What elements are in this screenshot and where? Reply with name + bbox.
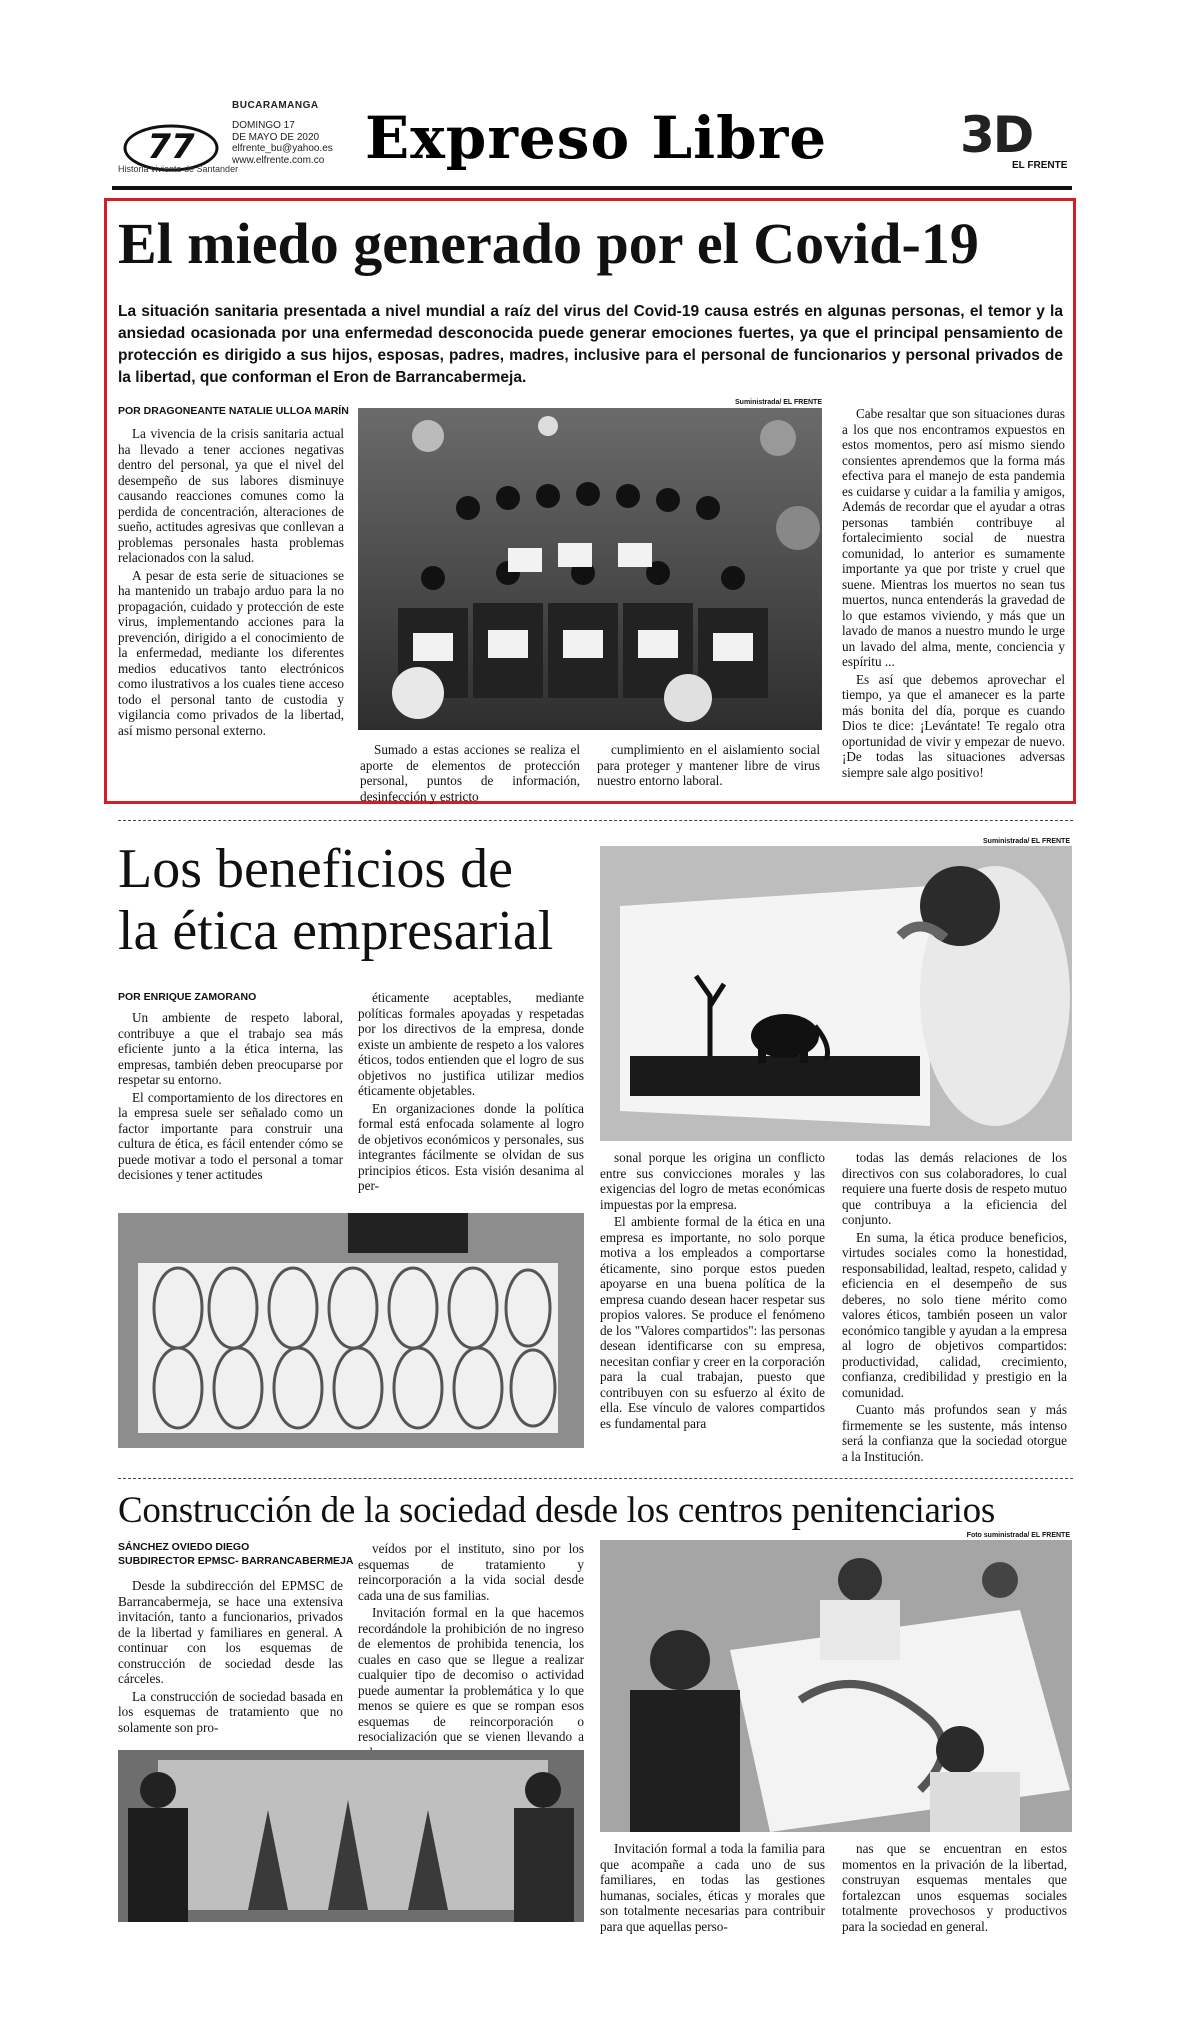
article3-author-role: SUBDIRECTOR EPMSC- BARRANCABERMEJA [118, 1555, 354, 1567]
article2-col4-paragraph-1: todas las demás relaciones de los directivos con sus colaboradores, lo cual requiere una fuerte dosis de respeto mutuo que contribuya a la eficiencia del conjunto. [842, 1150, 1067, 1227]
article3-headline: Construcción de la sociedad desde los centros penitenciarios [118, 1490, 995, 1531]
article3-column-3: Invitación formal a toda la familia para que acompañe a cada uno de sus familiares, en todas las gestiones humanas, sociales, éticas y morales que son totalmente necesarias para contribuir para que aquellas perso- [600, 1841, 825, 1934]
article3-col2-paragraph-1: veídos por el instituto, sino por los esquemas de tratamiento y reincorporación a la vida social desde cada una de sus familias. [358, 1541, 584, 1603]
masthead-email[interactable]: elfrente_bu@yahoo.es [232, 143, 333, 154]
article2-headline [118, 838, 598, 962]
article3-column-4: nas que se encuentran en estos momentos en la privación de la libertad, construyan esquemas mentales que fortalezcan unos esquemas sociales totalmente provechosos y productivos para la sociedad en general. [842, 1841, 1067, 1934]
article2-column-1 [118, 1010, 343, 1185]
article3-column-2 [358, 1541, 584, 1762]
masthead-website[interactable]: www.elfrente.com.co [232, 155, 325, 166]
article2-col1-paragraph-1: Un ambiente de respeto laboral, contribuye a que el trabajo sea más eficiente junto a la ética interna, las empresas, también deben preocuparse por respetar su entorno. [118, 1010, 343, 1087]
article2-col2-paragraph-1: éticamente aceptables, mediante políticas formales apoyadas y respetadas por los directivos de la empresa, donde existe un ambiente de respeto a los valores éticos, todos entienden que el logro de sus objetivos no justifica utilizar medios éticamente objetables. [358, 990, 584, 1098]
article2-headline-line-2: la ética empresarial [118, 900, 554, 962]
section-divider-2 [118, 1478, 1073, 1479]
mural-painting-photo [600, 846, 1072, 1141]
article1-col1-paragraph-2: A pesar de esta serie de situaciones se ha mantenido un trabajo arduo para la no propagación, cuidado y protección de este virus, implementando acciones para la prevención, dirigido a el conocimiento de la enfermedad, mediante los diferentes medios educativos tanto electrónicos como ilustrativos a los cuales tiene acceso todo el personal tanto de custodia y vigilancia como privados de la libertad, así mismo personal externo. [118, 567, 344, 738]
article1-photo-credit: Suministrada/ EL FRENTE [735, 399, 822, 406]
article2-col3-paragraph-2: El ambiente formal de la ética en una empresa es importante, no solo porque motiva a los empleados a comportarse éticamente, sino porque estos pueden apoyarse en una buena política de la empresa cuando desean hacer respetar sus propios valores. Se produce el fenómeno de los "Valores compartidos": las personas desean identificarse con su empresa, necesitan confiar y creer en la corporación para la cual trabajan, puesto que contribuyen con su esfuerzo al éxito de ella. Ese vínculo de valores compartidos es fundamental para [600, 1214, 825, 1431]
sandals-photo [118, 1213, 584, 1448]
newspaper-name: EL FRENTE [1012, 160, 1068, 171]
article1-col4-paragraph-2: Es así que debemos aprovechar el tiempo, ya que el amanecer es la parte más bonita del día, porque es cuando Dios te dice: ¡Levántate! Te regalo otra oportunidad de vivir y empezar de nuevo. ¡De todas las situaciones adversas siempre sale algo positivo! [842, 671, 1065, 780]
article2-column-3 [600, 1150, 825, 1433]
masthead-date [232, 120, 332, 144]
article1-byline: POR DRAGONEANTE NATALIE ULLOA MARÍN [118, 405, 349, 417]
article3-photo-credit: Foto suministrada/ EL FRENTE [966, 1532, 1070, 1539]
article1-column-2: Sumado a estas acciones se realiza el aporte de elementos de protección personal, puntos de información, desinfección y estricto [360, 742, 580, 804]
article2-headline-line-1: Los beneficios de [118, 838, 513, 900]
article1-col4-paragraph-1: Cabe resaltar que son situaciones duras a los que nos encontramos expuestos en estos momentos, pero así mismo siendo consientes aprendemos que la forma más efectiva para el manejo de esta pandemia es cuidarse y cuidar a la familia y amigos, Además de recordar que el ayudar a otras personas también contribuye al fortalecimiento social de nuestra comunidad, lo anterior es sumamente importante ya que por triste y cruel que suene. Mientras los muertos no sean tus muertos, nunca entenderás la gravedad de lo que estamos viviendo, y más que un lavado de manos a nuestro mundo le urge un lavado del alma, mente, conciencia y espíritu ... [842, 406, 1065, 669]
mural-group-photo [118, 1750, 584, 1922]
article2-col2-paragraph-2: En organizaciones donde la política formal está enfocada solamente al logro de objetivos económicos y personales, sus integrantes fácilmente se olvidan de sus principios éticos. Esta visión desanima al per- [358, 1100, 584, 1193]
article3-col1-paragraph-2: La construcción de sociedad basada en los esquemas de tratamiento que no solamente son pro- [118, 1688, 343, 1735]
article2-col4-paragraph-2: En suma, la ética produce beneficios, virtudes sociales como la honestidad, responsabilidad, lealtad, respeto, calidad y eficiencia en el desempeño de sus deberes, no solo tiene mérito como valores éticos, también poseen un valor económico tangible y ayudan a la empresa al logro de objetivos compartidos: productividad, calidad, crecimiento, confianza, credibilidad y prestigio en la comunidad. [842, 1229, 1067, 1400]
article1-column-3: cumplimiento en el aislamiento social para proteger y mantener libre de virus nuestro entorno laboral. [597, 742, 820, 788]
masthead-city: BUCARAMANGA [232, 100, 319, 111]
masthead-contact [232, 143, 382, 167]
section-divider [118, 820, 1073, 821]
article1-headline: El miedo generado por el Covid-19 [118, 211, 979, 276]
logo-tagline: Historia viviente de Santander [118, 164, 239, 174]
date-line-2: DE MAYO DE 2020 [232, 132, 320, 143]
article3-column-1 [118, 1578, 343, 1737]
article1-col1-paragraph-1: La vivencia de la crisis sanitaria actual ha llevado a tener acciones negativas dentro del personal, ya que el nivel del desempeño de sus labores disminuye causando reacciones comunes como la perdida de concentración, alteraciones de sueño, actitudes agresivas que conllevan a problemas personales hasta problemas relacionados con la salud. [118, 426, 344, 565]
article3-col2-paragraph-2: Invitación formal en la que hacemos recordándole la prohibición de no ingreso de elementos de prohibida tenencia, los cuales en caso que se llegue a realizar cualquier tipo de decomiso o actividad puede aumentar la problemática y lo que menos se quiere es que se rompan esos esquemas de reincorporación o resocialización que se vienen llevando a [358, 1605, 584, 1744]
graduation-photo [358, 408, 822, 730]
article1-lead: La situación sanitaria presentada a nivel mundial a raíz del virus del Covid-19 causa estrés en algunas personas, el temor y la ansiedad ocasionada por una enfermedad desconocida puede generar emociones fuertes, ya que el principal pensamiento de protección es dirigido a sus hijos, esposas, padres, madres, inclusive para el personal de funcionarios y personal privados de la libertad, que conforman el Eron de Barrancabermeja. [118, 303, 1063, 386]
svg-text:77: 77 [147, 127, 195, 167]
article2-column-2 [358, 990, 584, 1196]
article2-column-4 [842, 1150, 1067, 1466]
article1-column-4 [842, 406, 1065, 782]
workshop-photo [600, 1540, 1072, 1832]
page-number: 3D [960, 106, 1033, 164]
article2-photo-credit: Suministrada/ EL FRENTE [983, 838, 1070, 845]
masthead-rule [112, 186, 1072, 190]
article2-byline: POR ENRIQUE ZAMORANO [118, 991, 257, 1003]
article2-col3-paragraph-1: sonal porque les origina un conflicto entre sus convicciones morales y las exigencias del logro de metas económicas impuestas por la empresa. [600, 1150, 825, 1212]
article3-col1-paragraph-1: Desde la subdirección del EPMSC de Barrancabermeja, se hace una extensiva invitación, tanto a funcionarios, privados de la libertad y familiares en general. A continuar con los esquemas de construcción de sociedad desde las cárceles. [118, 1578, 343, 1686]
article2-col1-paragraph-2: El comportamiento de los directores en la empresa suele ser señalado como un factor importante para construir una cultura de ética, es fácil entender cómo se puede motivar a todo el personal a tomar decisiones y tener actitudes [118, 1089, 343, 1182]
date-line-1: DOMINGO 17 [232, 120, 295, 131]
article2-col4-paragraph-3: Cuanto más profundos sean y más firmemente se les sustente, más intenso será la confianza que la sociedad otorgue a la Institución. [842, 1402, 1067, 1464]
section-title: Expreso Libre [365, 104, 828, 172]
article1-column-1 [118, 426, 344, 740]
article3-author: SÁNCHEZ OVIEDO DIEGO [118, 1541, 250, 1553]
